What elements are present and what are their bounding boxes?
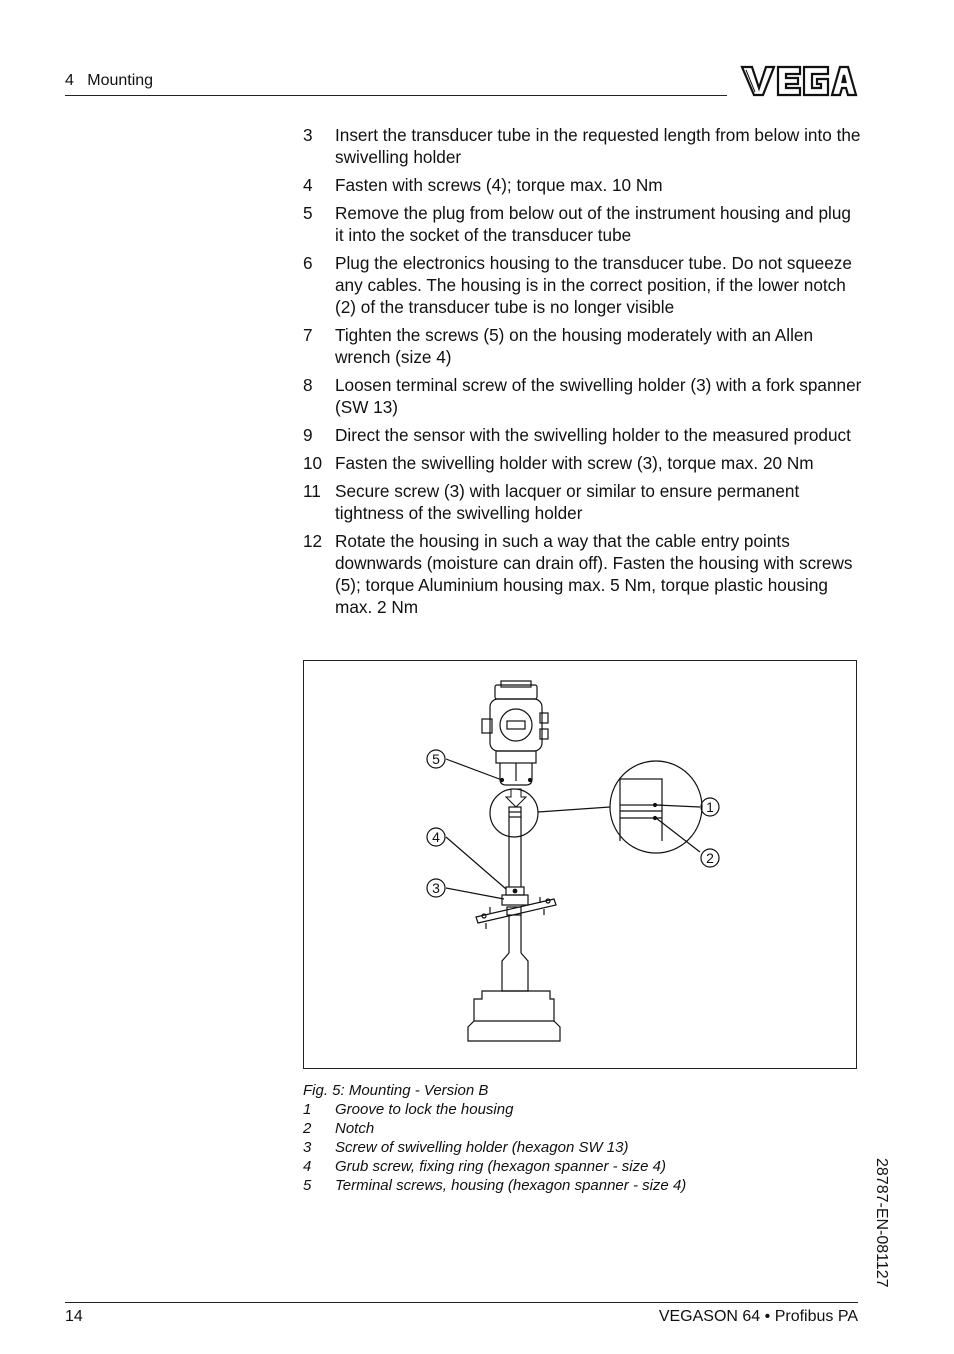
document-id-text: 28787-EN-081127	[873, 1158, 890, 1288]
step-number: 9	[303, 425, 313, 445]
step-item	[303, 324, 863, 368]
step-text: Rotate the housing in such a way that the cable entry points downwards (moisture can drain off). Fasten the housing with screws (5); torque Aluminium housing max. 5 Nm, torque plastic housing max. 2 Nm	[335, 531, 853, 617]
header-divider	[65, 95, 727, 96]
step-number: 7	[303, 325, 313, 345]
legend-item	[303, 1157, 863, 1176]
step-number: 5	[303, 203, 313, 223]
step-item	[303, 174, 863, 196]
vega-logo	[740, 64, 858, 98]
legend-number: 1	[303, 1101, 312, 1118]
step-text: Fasten with screws (4); torque max. 10 Nm	[335, 175, 663, 195]
legend-text: Grub screw, fixing ring (hexagon spanner - size 4)	[335, 1158, 666, 1175]
callout-3: 3	[432, 880, 440, 896]
footer-divider	[65, 1302, 858, 1303]
legend-item	[303, 1138, 863, 1157]
callout-2: 2	[706, 850, 714, 866]
step-number: 10	[303, 453, 323, 473]
product-name: VEGASON 64 • Profibus PA	[658, 1308, 858, 1325]
callout-5: 5	[432, 751, 440, 767]
step-text: Plug the electronics housing to the transducer tube. Do not squeeze any cables. The housing is in the correct position, if the lower notch (2) of the transducer tube is no longer visible	[335, 253, 852, 317]
step-text: Remove the plug from below out of the instrument housing and plug it into the socket of the transducer tube	[335, 203, 851, 245]
legend-number: 4	[303, 1158, 312, 1175]
figure-caption	[303, 1081, 863, 1195]
step-number: 4	[303, 175, 313, 195]
legend-text: Groove to lock the housing	[335, 1101, 514, 1118]
callout-4: 4	[432, 829, 440, 845]
step-text: Insert the transducer tube in the requested length from below into the swivelling holder	[335, 125, 861, 167]
legend-text: Notch	[335, 1120, 375, 1137]
step-item	[303, 480, 863, 524]
step-number: 12	[303, 531, 323, 551]
caption-title: Fig. 5: Mounting - Version B	[303, 1082, 489, 1099]
sensor-drawing	[304, 661, 858, 1070]
callout-1: 1	[706, 799, 714, 815]
step-item	[303, 252, 863, 318]
document-id	[868, 1158, 898, 1308]
step-text: Fasten the swivelling holder with screw (3), torque max. 20 Nm	[335, 453, 814, 473]
step-item	[303, 374, 863, 418]
step-number: 11	[303, 481, 321, 501]
mounting-steps	[303, 124, 863, 624]
step-item	[303, 124, 863, 168]
step-item	[303, 202, 863, 246]
legend-number: 3	[303, 1139, 312, 1156]
mounting-figure	[303, 660, 857, 1069]
legend-number: 5	[303, 1177, 312, 1194]
legend-item	[303, 1176, 863, 1195]
step-item	[303, 530, 863, 618]
step-item	[303, 424, 863, 446]
step-number: 3	[303, 125, 313, 145]
legend-text: Screw of swivelling holder (hexagon SW 13)	[335, 1139, 629, 1156]
step-text: Direct the sensor with the swivelling holder to the measured product	[335, 425, 851, 445]
step-number: 6	[303, 253, 313, 273]
legend-text: Terminal screws, housing (hexagon spanner - size 4)	[335, 1177, 687, 1194]
legend-item	[303, 1100, 863, 1119]
step-text: Secure screw (3) with lacquer or similar to ensure permanent tightness of the swivelling holder	[335, 481, 800, 523]
legend-item	[303, 1119, 863, 1138]
step-text: Loosen terminal screw of the swivelling holder (3) with a fork spanner (SW 13)	[335, 375, 862, 417]
page-number: 14	[65, 1308, 83, 1325]
step-number: 8	[303, 375, 313, 395]
legend-number: 2	[303, 1120, 312, 1137]
step-item	[303, 452, 863, 474]
step-text: Tighten the screws (5) on the housing moderately with an Allen wrench (size 4)	[335, 325, 814, 367]
section-heading: 4 Mounting	[65, 72, 154, 89]
